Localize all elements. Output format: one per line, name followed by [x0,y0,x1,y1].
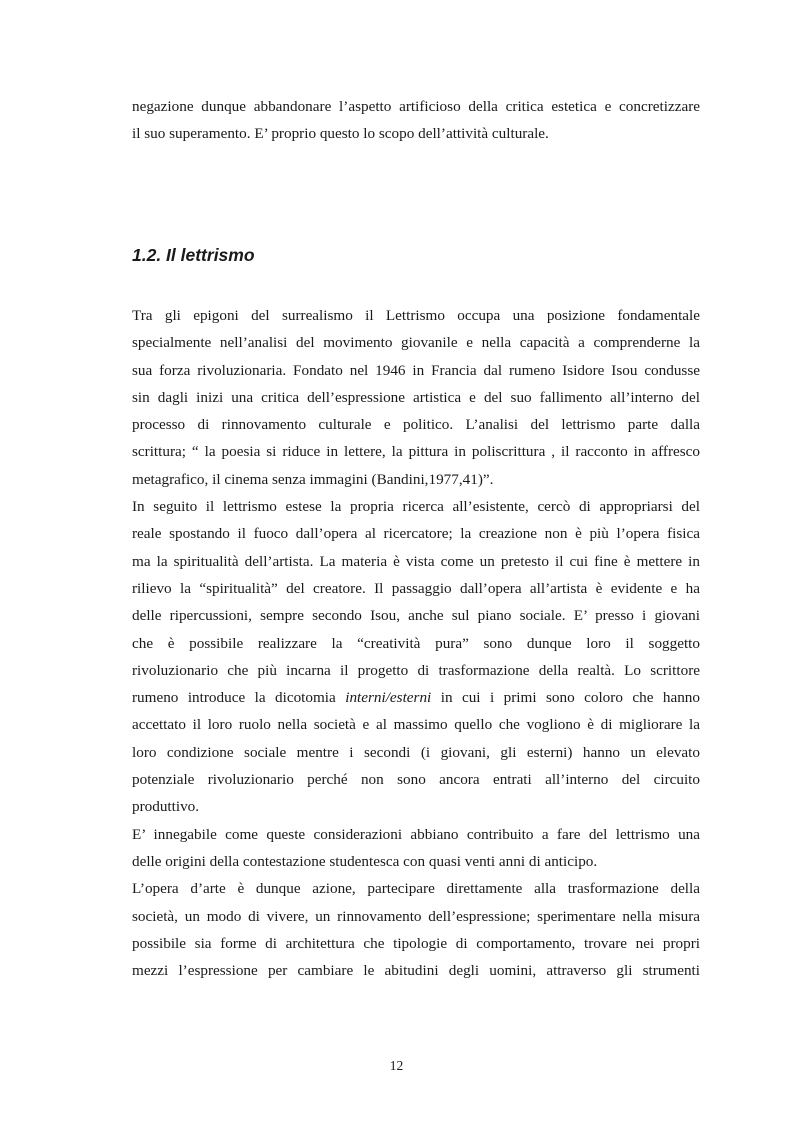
text-line: accettato il loro ruolo nella società e al massimo quello che vogliono è di migliorare la [132,716,700,734]
text-line: specialmente nell’analisi del movimento giovanile e nella capacità a comprenderne la [132,334,700,352]
text-line: delle ripercussioni, sempre secondo Isou, anche sul piano sociale. E’ presso i giovani [132,607,700,625]
text-line: che è possibile realizzare la “creatività pura” sono dunque loro il soggetto [132,634,700,652]
text-segment: in cui i primi sono coloro che hanno [431,689,700,707]
text-line: rivoluzionario che più incarna il progetto di trasformazione della realtà. Lo scrittore [132,661,700,679]
text-line: Tra gli epigoni del surrealismo il Lettrismo occupa una posizione fondamentale [132,307,700,324]
text-line: reale spostando il fuoco dall’opera al ricercatore; la creazione non è più l’opera fisica [132,525,700,543]
text-line: produttivo. [132,798,200,816]
text-line-with-italic [132,684,700,711]
intro-paragraph [132,93,700,148]
text-line: processo di rinnovamento culturale e politico. L’analisi del lettrismo parte dalla [132,416,700,434]
text-line: possibile sia forme di architettura che tipologie di comportamento, trovare nei propri [132,934,700,952]
text-line: In seguito il lettrismo estese la propria ricerca all’esistente, cercò di appropriarsi del [132,498,700,516]
italic-term: interni/esterni [345,689,432,707]
page-number: 12 [389,1058,404,1073]
body-text [132,302,700,984]
text-line: potenziale rivoluzionario perché non sono ancora entrati all’interno del circuito [132,771,700,789]
text-line: L’opera d’arte è dunque azione, partecipare direttamente alla trasformazione della [132,880,700,898]
text-line: loro condizione sociale mentre i secondi (i giovani, gli esterni) hanno un elevato [132,743,700,761]
text-line: società, un modo di vivere, un rinnovamento dell’espressione; sperimentare nella misura [132,907,700,925]
text-line: mezzi l’espressione per cambiare le abitudini degli uomini, attraverso gli strumenti [132,962,700,980]
text-line: delle origini della contestazione studentesca con quasi venti anni di anticipo. [132,852,598,870]
text-line: sin dagli inizi una critica dell’espressione artistica e del suo fallimento all’interno del [132,388,700,406]
text-line: il suo superamento. E’ proprio questo lo scopo dell’attività culturale. [132,125,549,143]
text-line: sua forza rivoluzionaria. Fondato nel 1946 in Francia dal rumeno Isidore Isou condusse [132,361,700,379]
section-heading: 1.2. Il lettrismo [132,245,255,265]
text-line: metagrafico, il cinema senza immagini (Bandini,1977,41)”. [132,470,494,488]
text-line: negazione dunque abbandonare l’aspetto artificioso della critica estetica e concretizzare [132,98,700,115]
text-line: scrittura; “ la poesia si riduce in lettere, la pittura in poliscrittura , il racconto in affresco [132,443,700,461]
text-segment: rumeno introduce la dicotomia [132,689,346,707]
text-line: ma la spiritualità dell’artista. La materia è vista come un pretesto il cui fine è mettere in [132,552,700,570]
text-line: rilievo la “spiritualità” del creatore. Il passaggio dall’opera all’artista è evidente e ha [132,579,700,597]
text-line: E’ innegabile come queste considerazioni abbiano contribuito a fare del lettrismo una [132,825,700,843]
